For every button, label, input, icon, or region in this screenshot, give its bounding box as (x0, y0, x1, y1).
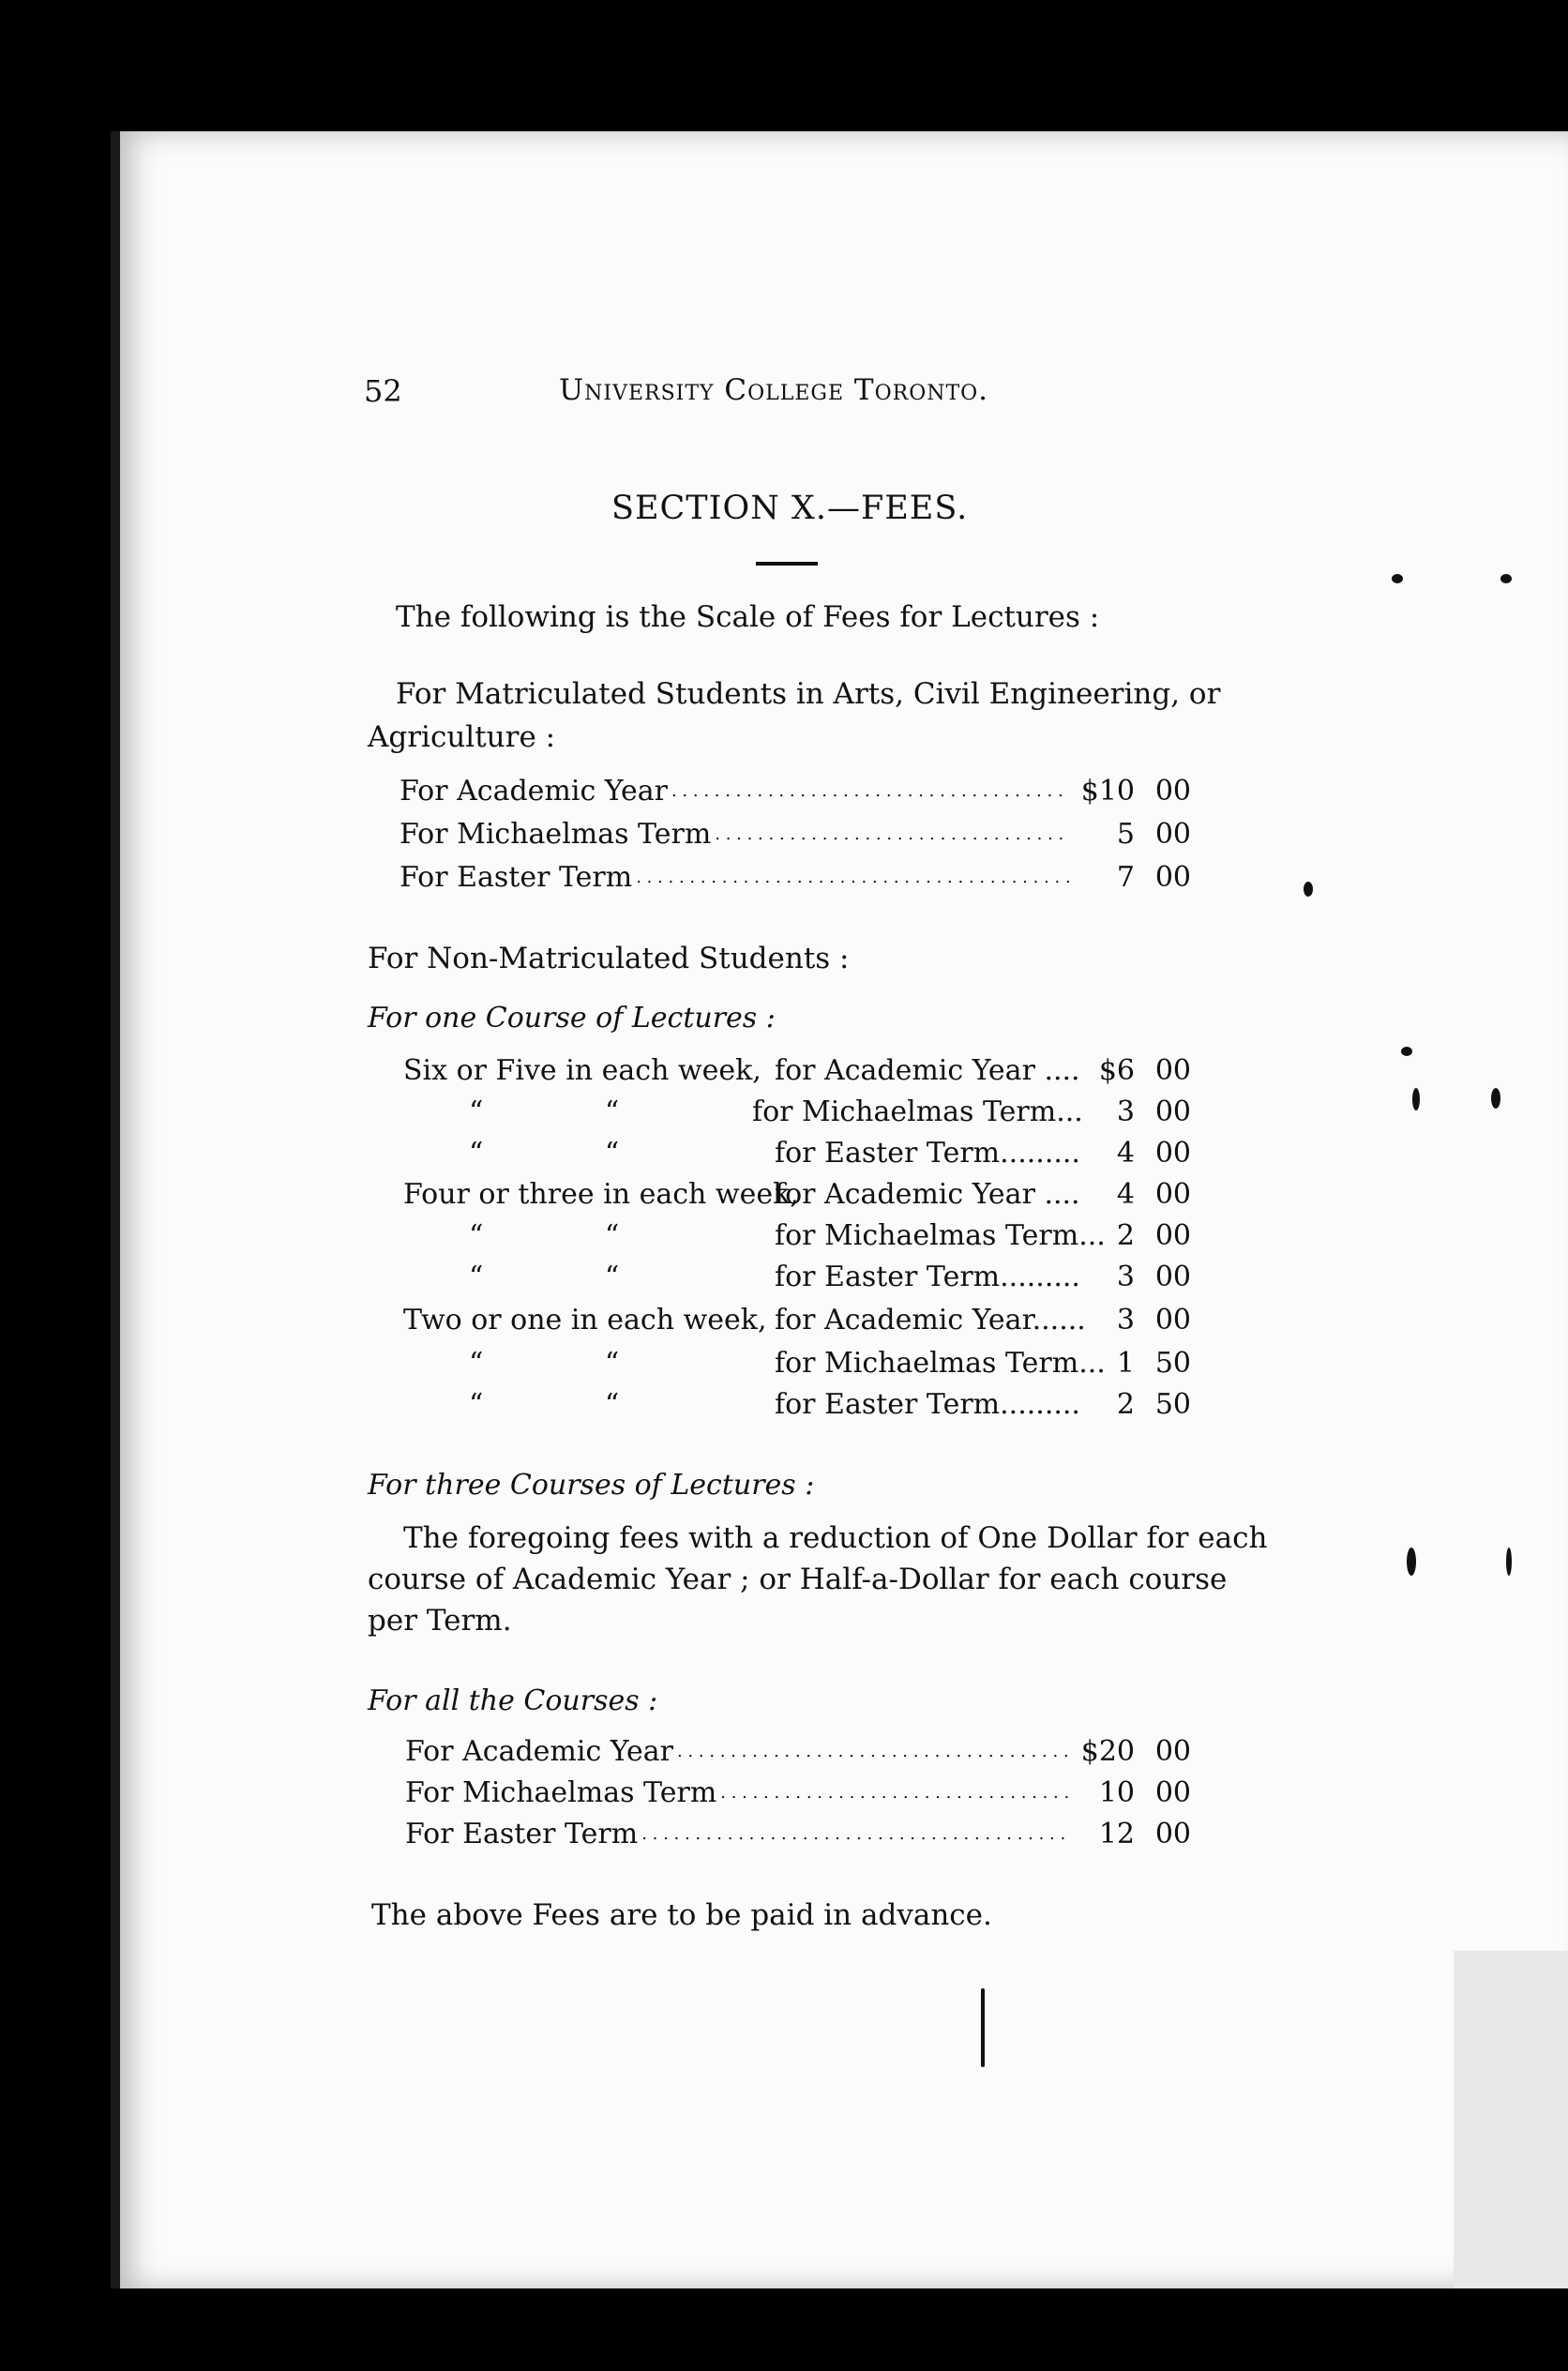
leader-dots (716, 1776, 1069, 1814)
all-courses-heading: For all the Courses : (368, 1684, 658, 1717)
fee-amount: $20 00 (1080, 1735, 1191, 1768)
fee-amount: 4 00 (1116, 1178, 1191, 1211)
fee-row (400, 775, 1191, 812)
section-title: SECTION X.—FEES. (611, 490, 969, 527)
scan-speck (1401, 1047, 1412, 1056)
three-courses-heading: For three Courses of Lectures : (368, 1469, 815, 1502)
leader-dots (638, 1818, 1069, 1855)
leader-dots (673, 1735, 1069, 1773)
matriculated-heading: For Matriculated Students in Arts, Civil Engineering, or (396, 677, 1221, 711)
scan-speck (1407, 1548, 1416, 1576)
attendance-label: “ “ (469, 1261, 620, 1293)
non-matriculated-heading: For Non-Matriculated Students : (368, 942, 850, 975)
scan-speck (1506, 1548, 1512, 1576)
three-courses-text: The foregoing fees with a reduction of One Dollar for each (403, 1521, 1268, 1555)
attendance-label: “ “ (469, 1388, 620, 1421)
fee-amount: 7 00 (1116, 861, 1191, 894)
fee-row (400, 818, 1191, 855)
fee-amount: $6 00 (1098, 1054, 1191, 1087)
scan-speck (1392, 574, 1403, 583)
fee-amount: 1 50 (1116, 1347, 1191, 1380)
fee-row (405, 1735, 1191, 1773)
attendance-label: “ “ (469, 1095, 620, 1128)
fee-row (405, 1818, 1191, 1855)
fee-row (366, 1304, 1191, 1345)
fee-amount: 10 00 (1098, 1776, 1191, 1809)
matriculated-heading-cont: Agriculture : (368, 720, 556, 754)
attendance-label: “ “ (469, 1347, 620, 1380)
fee-amount: 3 00 (1116, 1261, 1191, 1293)
attendance-label: Four or three in each week, (403, 1178, 799, 1211)
three-courses-text: per Term. (368, 1604, 512, 1638)
fee-label: For Michaelmas Term (405, 1776, 717, 1809)
fee-row (366, 1219, 1191, 1261)
footnote: The above Fees are to be paid in advance. (371, 1898, 992, 1932)
term-label: for Easter Term......... (775, 1261, 1080, 1293)
term-label: for Academic Year .... (775, 1178, 1080, 1211)
term-label: for Academic Year .... (775, 1054, 1080, 1087)
one-course-heading: For one Course of Lectures : (368, 1002, 776, 1034)
fee-amount: 3 00 (1116, 1095, 1191, 1128)
fee-row (405, 1776, 1191, 1814)
fee-label: For Easter Term (405, 1818, 639, 1850)
leader-dots (632, 861, 1069, 899)
term-label: for Michaelmas Term... (752, 1095, 1083, 1128)
fee-amount: 3 00 (1116, 1304, 1191, 1337)
scan-speck (1491, 1088, 1500, 1109)
fee-amount: 2 50 (1116, 1388, 1191, 1421)
leader-dots (668, 775, 1069, 812)
scan-speck (1412, 1088, 1420, 1110)
attendance-label: “ “ (469, 1219, 620, 1252)
fee-row (366, 1095, 1191, 1137)
fee-row (366, 1388, 1191, 1429)
attendance-label: Two or one in each week, (403, 1304, 767, 1337)
fee-label: For Michaelmas Term (400, 818, 712, 851)
attendance-label: Six or Five in each week, (403, 1054, 761, 1087)
term-label: for Michaelmas Term... (775, 1219, 1106, 1252)
fee-row (366, 1178, 1191, 1219)
intro-text: The following is the Scale of Fees for Lectures : (396, 600, 1100, 634)
fee-row (366, 1347, 1191, 1388)
fee-row (366, 1054, 1191, 1095)
scan-border (0, 2288, 1568, 2371)
page-edge (1454, 1951, 1568, 2307)
term-label: for Michaelmas Term... (775, 1347, 1106, 1380)
title-rule (756, 562, 818, 566)
fee-amount: 2 00 (1116, 1219, 1191, 1252)
leader-dots (711, 818, 1069, 855)
fee-row (400, 861, 1191, 899)
scan-speck (981, 1988, 985, 2067)
fee-row (366, 1261, 1191, 1302)
fee-amount: 5 00 (1116, 818, 1191, 851)
page-number: 52 (364, 373, 402, 409)
fee-row (366, 1137, 1191, 1178)
fee-label: For Academic Year (400, 775, 668, 808)
fee-amount: 12 00 (1098, 1818, 1191, 1850)
attendance-label: “ “ (469, 1137, 620, 1170)
scan-speck (1500, 574, 1512, 583)
term-label: for Easter Term......... (775, 1388, 1080, 1421)
fee-label: For Easter Term (400, 861, 633, 894)
term-label: for Easter Term......... (775, 1137, 1080, 1170)
fee-label: For Academic Year (405, 1735, 673, 1768)
fee-amount: $10 00 (1080, 775, 1191, 808)
scan-speck (1304, 882, 1313, 897)
three-courses-text: course of Academic Year ; or Half-a-Dollar for each course (368, 1563, 1228, 1596)
running-title: University College Toronto. (559, 373, 989, 407)
term-label: for Academic Year...... (775, 1304, 1086, 1337)
fee-amount: 4 00 (1116, 1137, 1191, 1170)
